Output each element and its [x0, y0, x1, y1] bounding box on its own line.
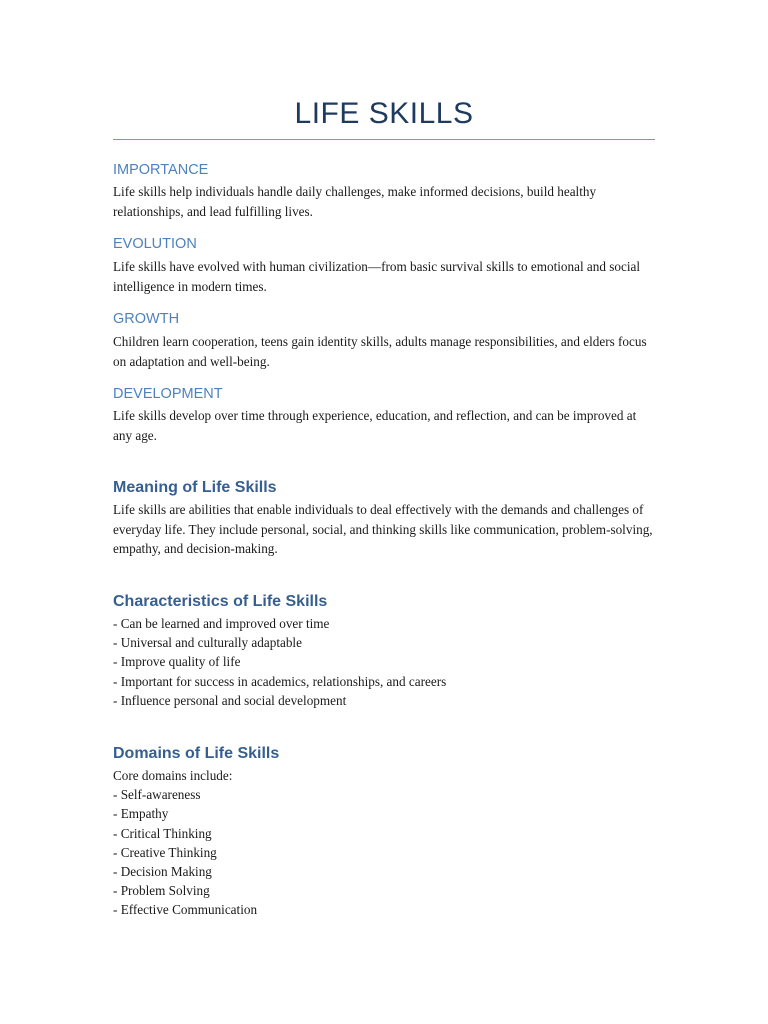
list-item: - Universal and culturally adaptable [113, 635, 302, 651]
paragraph-evolution: Life skills have evolved with human civilization—from basic survival skills to emotional and social intelligence in modern times. [113, 259, 641, 294]
domains-list [113, 766, 655, 920]
list-item: - Problem Solving [113, 883, 210, 899]
list-item: - Creative Thinking [113, 844, 217, 860]
title-divider [113, 139, 655, 140]
paragraph-meaning: Life skills are abilities that enable individuals to deal effectively with the demands and challenges of everyday life. They include personal, social, and thinking skills like communication, problem-solving, empathy, and decision-making. [113, 502, 653, 556]
heading-characteristics: Characteristics of Life Skills [113, 593, 328, 610]
list-item: - Empathy [113, 806, 169, 822]
heading-importance: IMPORTANCE [113, 162, 209, 178]
page-title: LIFE SKILLS [294, 97, 474, 130]
characteristics-list [113, 614, 655, 710]
paragraph-development: Life skills develop over time through experience, education, and reflection, and can be improved at any age. [113, 408, 637, 443]
list-item: - Critical Thinking [113, 825, 212, 841]
heading-development: DEVELOPMENT [113, 386, 223, 402]
paragraph-growth: Children learn cooperation, teens gain identity skills, adults manage responsibilities, and elders focus on adaptation and well-being. [113, 334, 647, 369]
list-item: - Influence personal and social development [113, 692, 347, 708]
domains-intro: Core domains include: [113, 768, 233, 783]
heading-domains: Domains of Life Skills [113, 745, 280, 762]
list-item: - Effective Communication [113, 902, 258, 918]
list-item: - Can be learned and improved over time [113, 616, 330, 631]
list-item: - Self-awareness [113, 787, 201, 803]
list-item: - Improve quality of life [113, 654, 241, 670]
list-item: - Decision Making [113, 864, 212, 880]
heading-growth: GROWTH [113, 311, 180, 327]
heading-meaning: Meaning of Life Skills [113, 479, 277, 496]
list-item: - Important for success in academics, relationships, and careers [113, 673, 447, 689]
paragraph-importance: Life skills help individuals handle daily challenges, make informed decisions, build healthy relationships, and lead fulfilling lives. [113, 184, 597, 219]
heading-evolution: EVOLUTION [113, 236, 197, 252]
